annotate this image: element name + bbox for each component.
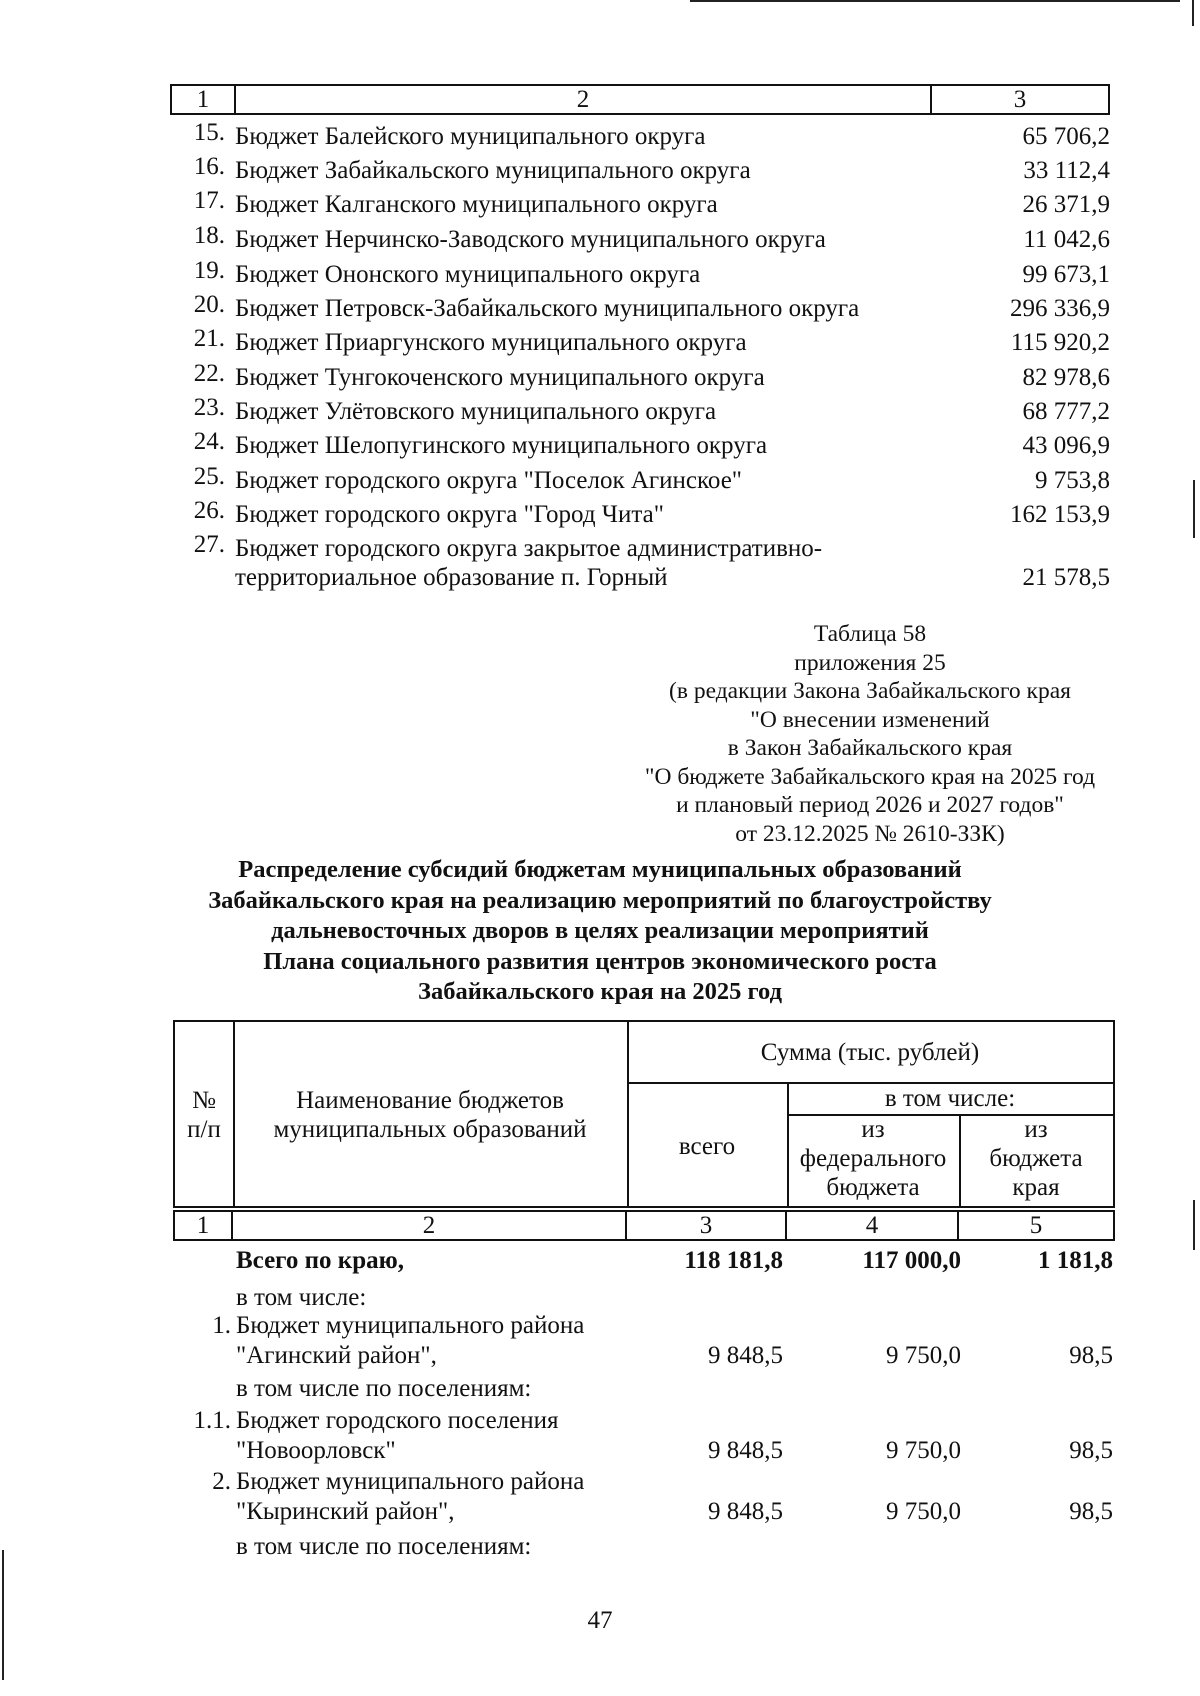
row-federal: 9 750,0 [886, 1498, 961, 1525]
column-index-row [173, 1210, 1115, 1241]
scan-artifact-top-line [690, 0, 1180, 2]
row-value: 65 706,2 [1022, 123, 1110, 150]
row-number: 16. [193, 153, 225, 180]
total-all: 118 181,8 [684, 1247, 783, 1274]
caption-line: "О бюджете Забайкальского края на 2025 год [644, 763, 1096, 790]
row-federal: 9 750,0 [886, 1437, 961, 1464]
row-value: 99 673,1 [1022, 261, 1110, 288]
row-number: 26. [193, 497, 225, 524]
scan-artifact-right-mark [1193, 1200, 1195, 1250]
title-line: Забайкальского края на реализацию мероприятий по благоустройству [208, 886, 992, 914]
title-line: Забайкальского края на 2025 год [418, 978, 782, 1005]
table-caption [560, 620, 1180, 848]
row-value: 26 371,9 [1022, 191, 1110, 218]
header-col-3: 3 [1013, 85, 1027, 113]
total-label: Всего по краю, [236, 1247, 404, 1274]
continuation-table-header [170, 84, 1110, 115]
row-name: Бюджет Ононского муниципального округа [235, 261, 701, 288]
index-cell: 5 [1029, 1212, 1043, 1239]
header-including: в том числе: [884, 1085, 1016, 1112]
row-name: Бюджет Забайкальского муниципального округа [235, 157, 751, 184]
title-line: Плана социального развития центров экономического роста [263, 947, 937, 975]
header-col-2: 2 [236, 86, 932, 113]
row-value: 43 096,9 [1022, 432, 1110, 459]
row-number: 15. [193, 119, 225, 146]
row-name: Бюджет Улётовского муниципального округа [235, 398, 717, 425]
row-value: 68 777,2 [1022, 398, 1110, 425]
header-col-1: 1 [172, 86, 236, 113]
scan-artifact-right-mark [1193, 480, 1195, 538]
row-value: 296 336,9 [1010, 295, 1110, 322]
row-name: Бюджет городского округа "Город Чита" [235, 501, 664, 528]
row-region: 98,5 [1069, 1342, 1113, 1369]
row-total: 9 848,5 [708, 1498, 783, 1525]
row-value: 33 112,4 [1023, 157, 1110, 184]
row-name: Бюджет городского округа "Поселок Агинское" [235, 467, 742, 494]
header-federal: из федерального бюджета [799, 1116, 947, 1201]
header-region: из бюджета края [989, 1116, 1083, 1201]
row-name-line1: Бюджет городского округа закрытое административно- [235, 535, 823, 562]
index-cell: 1 [175, 1212, 233, 1239]
total-federal: 117 000,0 [862, 1247, 961, 1274]
header-sum: Сумма (тыс. рублей) [760, 1039, 980, 1066]
title-line: Распределение субсидий бюджетам муниципальных образований [238, 856, 962, 883]
row-value: 115 920,2 [1010, 329, 1110, 356]
row-name-line2: "Агинский район", [236, 1342, 437, 1369]
row-number: 19. [193, 257, 225, 284]
row-name-line1: Бюджет муниципального района [236, 1468, 585, 1495]
row-name: Бюджет Приаргунского муниципального округа [235, 329, 747, 356]
row-name-line2: "Новоорловск" [236, 1437, 396, 1464]
row-number: 1.1. [193, 1407, 231, 1434]
document-title [150, 855, 1050, 1008]
index-cell: 3 [627, 1212, 787, 1239]
scan-artifact-left-mark [2, 1550, 4, 1680]
row-number: 22. [193, 360, 225, 387]
row-total: 9 848,5 [708, 1342, 783, 1369]
row-number: 20. [193, 291, 225, 318]
header-total: всего [678, 1133, 736, 1160]
page-number: 47 [587, 1607, 613, 1634]
row-name-line1: Бюджет городского поселения [236, 1407, 559, 1434]
row-name: Бюджет Петровск-Забайкальского муниципального округа [235, 295, 860, 322]
row-value: 9 753,8 [1035, 467, 1110, 494]
total-region: 1 181,8 [1038, 1247, 1113, 1274]
row-number: 23. [193, 394, 225, 421]
row-number: 2. [212, 1468, 231, 1495]
row-region: 98,5 [1069, 1498, 1113, 1525]
caption-line: в Закон Забайкальского края [727, 735, 1013, 761]
row-value: 11 042,6 [1023, 226, 1110, 253]
row-name-line2: территориальное образование п. Горный [235, 564, 668, 591]
row-federal: 9 750,0 [886, 1342, 961, 1369]
caption-line: приложения 25 [794, 649, 946, 676]
header-num: № п/п [187, 1087, 221, 1143]
title-line: дальневосточных дворов в целях реализации мероприятий [271, 917, 929, 944]
row-name-line2: "Кыринский район", [236, 1498, 455, 1525]
caption-line: "О внесении изменений [750, 706, 990, 733]
row-number: 25. [193, 463, 225, 490]
row-total: 9 848,5 [708, 1437, 783, 1464]
caption-line: Таблица 58 [813, 621, 927, 647]
caption-line: (в редакции Закона Забайкальского края [669, 678, 1071, 704]
row-number: 1. [212, 1312, 231, 1339]
row-name: Бюджет Шелопугинского муниципального округа [235, 432, 768, 459]
row-value: 21 578,5 [1022, 564, 1110, 591]
row-name-line1: Бюджет муниципального района [236, 1312, 585, 1339]
row-value: 82 978,6 [1022, 364, 1110, 391]
row-number: 18. [193, 222, 225, 249]
index-cell: 4 [787, 1212, 959, 1239]
row-name: Бюджет Калганского муниципального округа [235, 191, 718, 218]
caption-line: и плановый период 2026 и 2027 годов" [676, 792, 1064, 818]
row-region: 98,5 [1069, 1437, 1113, 1464]
row-name: Бюджет Тунгокоченского муниципального округа [235, 364, 765, 391]
row-number: 21. [193, 325, 225, 352]
row-number: 24. [193, 428, 225, 455]
scan-artifact-right-mark [1192, 0, 1194, 26]
row-name: Бюджет Нерчинско-Заводского муниципального округа [235, 226, 826, 253]
row-value: 162 153,9 [1010, 501, 1110, 528]
row-number: 27. [193, 531, 225, 558]
caption-line: от 23.12.2025 № 2610-ЗЗК) [735, 820, 1005, 847]
main-table-header [173, 1020, 1115, 1208]
header-name: Наименование бюджетов муниципальных образований [273, 1087, 587, 1143]
index-cell: 2 [233, 1212, 627, 1239]
row-name: Бюджет Балейского муниципального округа [235, 123, 706, 150]
row-number: 17. [193, 187, 225, 214]
